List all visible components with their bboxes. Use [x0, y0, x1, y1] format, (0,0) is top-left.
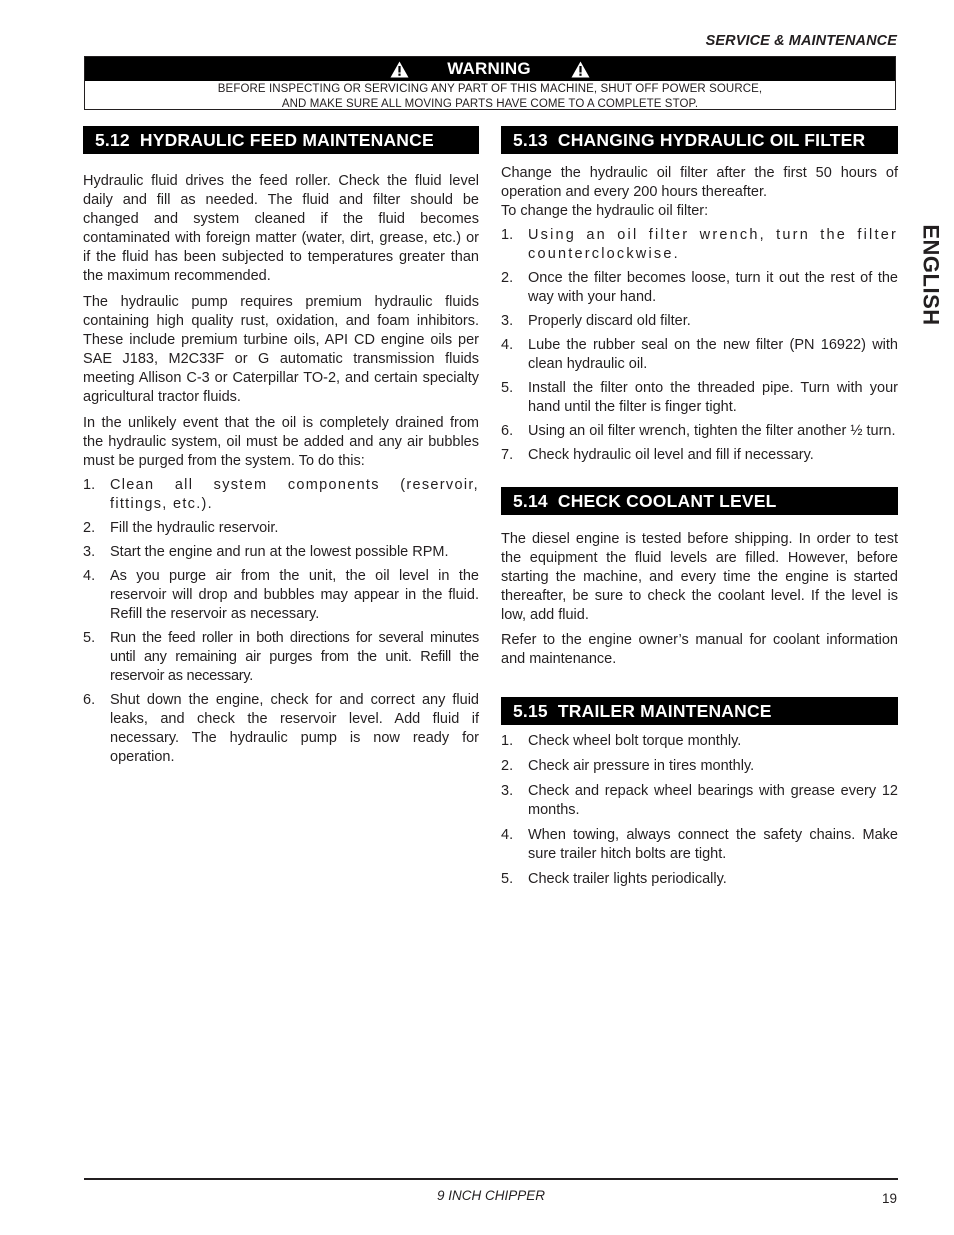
step-text: Run the feed roller in both directions for several minutes until any remaining air purges from the unit. Refill the reservoir as necessary.: [110, 630, 479, 684]
paragraph: Hydraulic fluid drives the feed roller. Check the fluid level daily and fill as needed. The fluid and filter should be changed and system cleaned if the fluid becomes contaminated with foreign matter (water, dirt, grease, etc.) or if the fluid has been subjected to temperatures greater than the maximum recommended.: [83, 173, 479, 284]
paragraph: The diesel engine is tested before shipping. In order to test the equipment the fluid levels are filled. However, before starting the machine, and every time the engine is started thereafter, be sure to check the coolant level. If the level is low, add fluid.: [501, 531, 898, 623]
list-item: [501, 226, 898, 264]
paragraph: Refer to the engine owner’s manual for coolant information and maintenance.: [501, 632, 898, 667]
step-number: 4.: [83, 568, 96, 584]
list-item: [83, 629, 479, 686]
step-text: Start the engine and run at the lowest possible RPM.: [110, 544, 449, 560]
step-number: 3.: [501, 783, 514, 799]
list-item: [501, 336, 898, 374]
step-text: Check air pressure in tires monthly.: [528, 758, 755, 774]
step-number: 3.: [83, 544, 96, 560]
list-item: [83, 691, 479, 767]
right-column: [501, 126, 898, 889]
list-item: [501, 269, 898, 307]
step-number: 1.: [83, 477, 96, 493]
paragraph: In the unlikely event that the oil is completely drained from the hydraulic system, oil must be added and any air bubbles must be purged from the system. To do this:: [83, 415, 479, 469]
page-number: 19: [881, 1191, 897, 1206]
warning-box: [84, 56, 896, 110]
step-number: 6.: [501, 423, 514, 439]
running-head: SERVICE & MAINTENANCE: [705, 33, 897, 49]
warning-text: [85, 81, 895, 112]
step-text: Check trailer lights periodically.: [528, 871, 727, 887]
step-number: 6.: [83, 692, 96, 708]
section-number: 5.13: [513, 130, 548, 150]
step-text: Once the filter becomes loose, turn it out the rest of the way with your hand.: [528, 270, 898, 305]
list-item: [501, 446, 898, 465]
warning-triangle-icon: [571, 61, 590, 78]
section-title: CHECK COOLANT LEVEL: [557, 491, 777, 511]
section-heading-5-14: [501, 487, 898, 515]
list-item: [501, 870, 898, 889]
step-text: As you purge air from the unit, the oil level in the reservoir will drop and bubbles may appear in the fluid. Refill the reservoir as necessary.: [110, 568, 479, 622]
step-number: 2.: [501, 270, 514, 286]
step-number: 5.: [501, 871, 514, 887]
step-number: 4.: [501, 827, 514, 843]
step-text: Check wheel bolt torque monthly.: [528, 733, 742, 749]
step-text: Check and repack wheel bearings with grease every 12 months.: [528, 783, 898, 818]
step-text: Check hydraulic oil level and fill if necessary.: [528, 447, 814, 463]
section-title: CHANGING HYDRAULIC OIL FILTER: [557, 130, 866, 150]
list-item: [501, 379, 898, 417]
left-column: [83, 126, 479, 767]
step-number: 2.: [501, 758, 514, 774]
step-text: Properly discard old filter.: [528, 313, 691, 329]
footer-divider: [84, 1178, 898, 1180]
warning-line: BEFORE INSPECTING OR SERVICING ANY PART OF THIS MACHINE, SHUT OFF POWER SOURCE,: [217, 83, 763, 95]
section-title: TRAILER MAINTENANCE: [557, 701, 772, 721]
list-item: [501, 757, 898, 776]
list-item: [501, 422, 898, 441]
step-text: Lube the rubber seal on the new filter (PN 16922) with clean hydraulic oil.: [528, 337, 898, 372]
step-text: Using an oil filter wrench, tighten the filter another ½ turn.: [528, 423, 896, 439]
paragraph: To change the hydraulic oil filter:: [501, 203, 709, 219]
paragraph: The hydraulic pump requires premium hydraulic fluids containing high quality rust, oxidation, and foam inhibitors. These include premium turbine oils, API CD engine oils per SAE J183, M2C33F or G automatic transmission fluids meeting Allison C-3 or Caterpillar TO-2, and certain specialty agricultural tractor fluids.: [83, 294, 479, 405]
section-heading-5-12: [83, 126, 479, 154]
list-item: [83, 567, 479, 624]
section-heading-5-13: [501, 126, 898, 154]
list-item: [83, 543, 479, 562]
step-list: [83, 476, 479, 767]
step-list: [501, 226, 898, 465]
step-text: Using an oil filter wrench, turn the filter counterclockwise.: [528, 227, 898, 262]
list-item: [501, 312, 898, 331]
section-number: 5.14: [513, 491, 548, 511]
language-label: ENGLISH: [919, 224, 945, 326]
list-item: [83, 476, 479, 514]
step-number: 7.: [501, 447, 514, 463]
step-number: 1.: [501, 733, 514, 749]
step-number: 5.: [501, 380, 514, 396]
section-number: 5.15: [513, 701, 548, 721]
step-text: Shut down the engine, check for and correct any fluid leaks, and check the reservoir level. Add fluid if necessary. The hydraulic pump is now ready for operation.: [110, 692, 479, 765]
warning-bar: [85, 57, 895, 81]
step-text: Fill the hydraulic reservoir.: [110, 520, 279, 536]
step-number: 3.: [501, 313, 514, 329]
section-title: HYDRAULIC FEED MAINTENANCE: [139, 130, 434, 150]
list-item: [501, 782, 898, 820]
paragraph: Change the hydraulic oil filter after the first 50 hours of operation and every 200 hours thereafter.: [501, 165, 898, 200]
step-number: 4.: [501, 337, 514, 353]
step-number: 2.: [83, 520, 96, 536]
step-list: [501, 732, 898, 889]
step-text: Clean all system components (reservoir, fittings, etc.).: [110, 477, 479, 512]
step-number: 1.: [501, 227, 514, 243]
footer-title: 9 INCH CHIPPER: [436, 1188, 546, 1203]
section-heading-5-15: [501, 697, 898, 725]
step-number: 5.: [83, 630, 96, 646]
section-number: 5.12: [95, 130, 130, 150]
step-text: When towing, always connect the safety chains. Make sure trailer hitch bolts are tight.: [528, 827, 898, 862]
list-item: [501, 826, 898, 864]
list-item: [83, 519, 479, 538]
language-side-tab: [913, 220, 949, 330]
list-item: [501, 732, 898, 751]
warning-triangle-icon: [390, 61, 409, 78]
step-text: Install the filter onto the threaded pipe. Turn with your hand until the filter is finger tight.: [528, 380, 898, 415]
warning-line: AND MAKE SURE ALL MOVING PARTS HAVE COME TO A COMPLETE STOP.: [281, 98, 699, 110]
warning-title: WARNING: [447, 59, 531, 78]
